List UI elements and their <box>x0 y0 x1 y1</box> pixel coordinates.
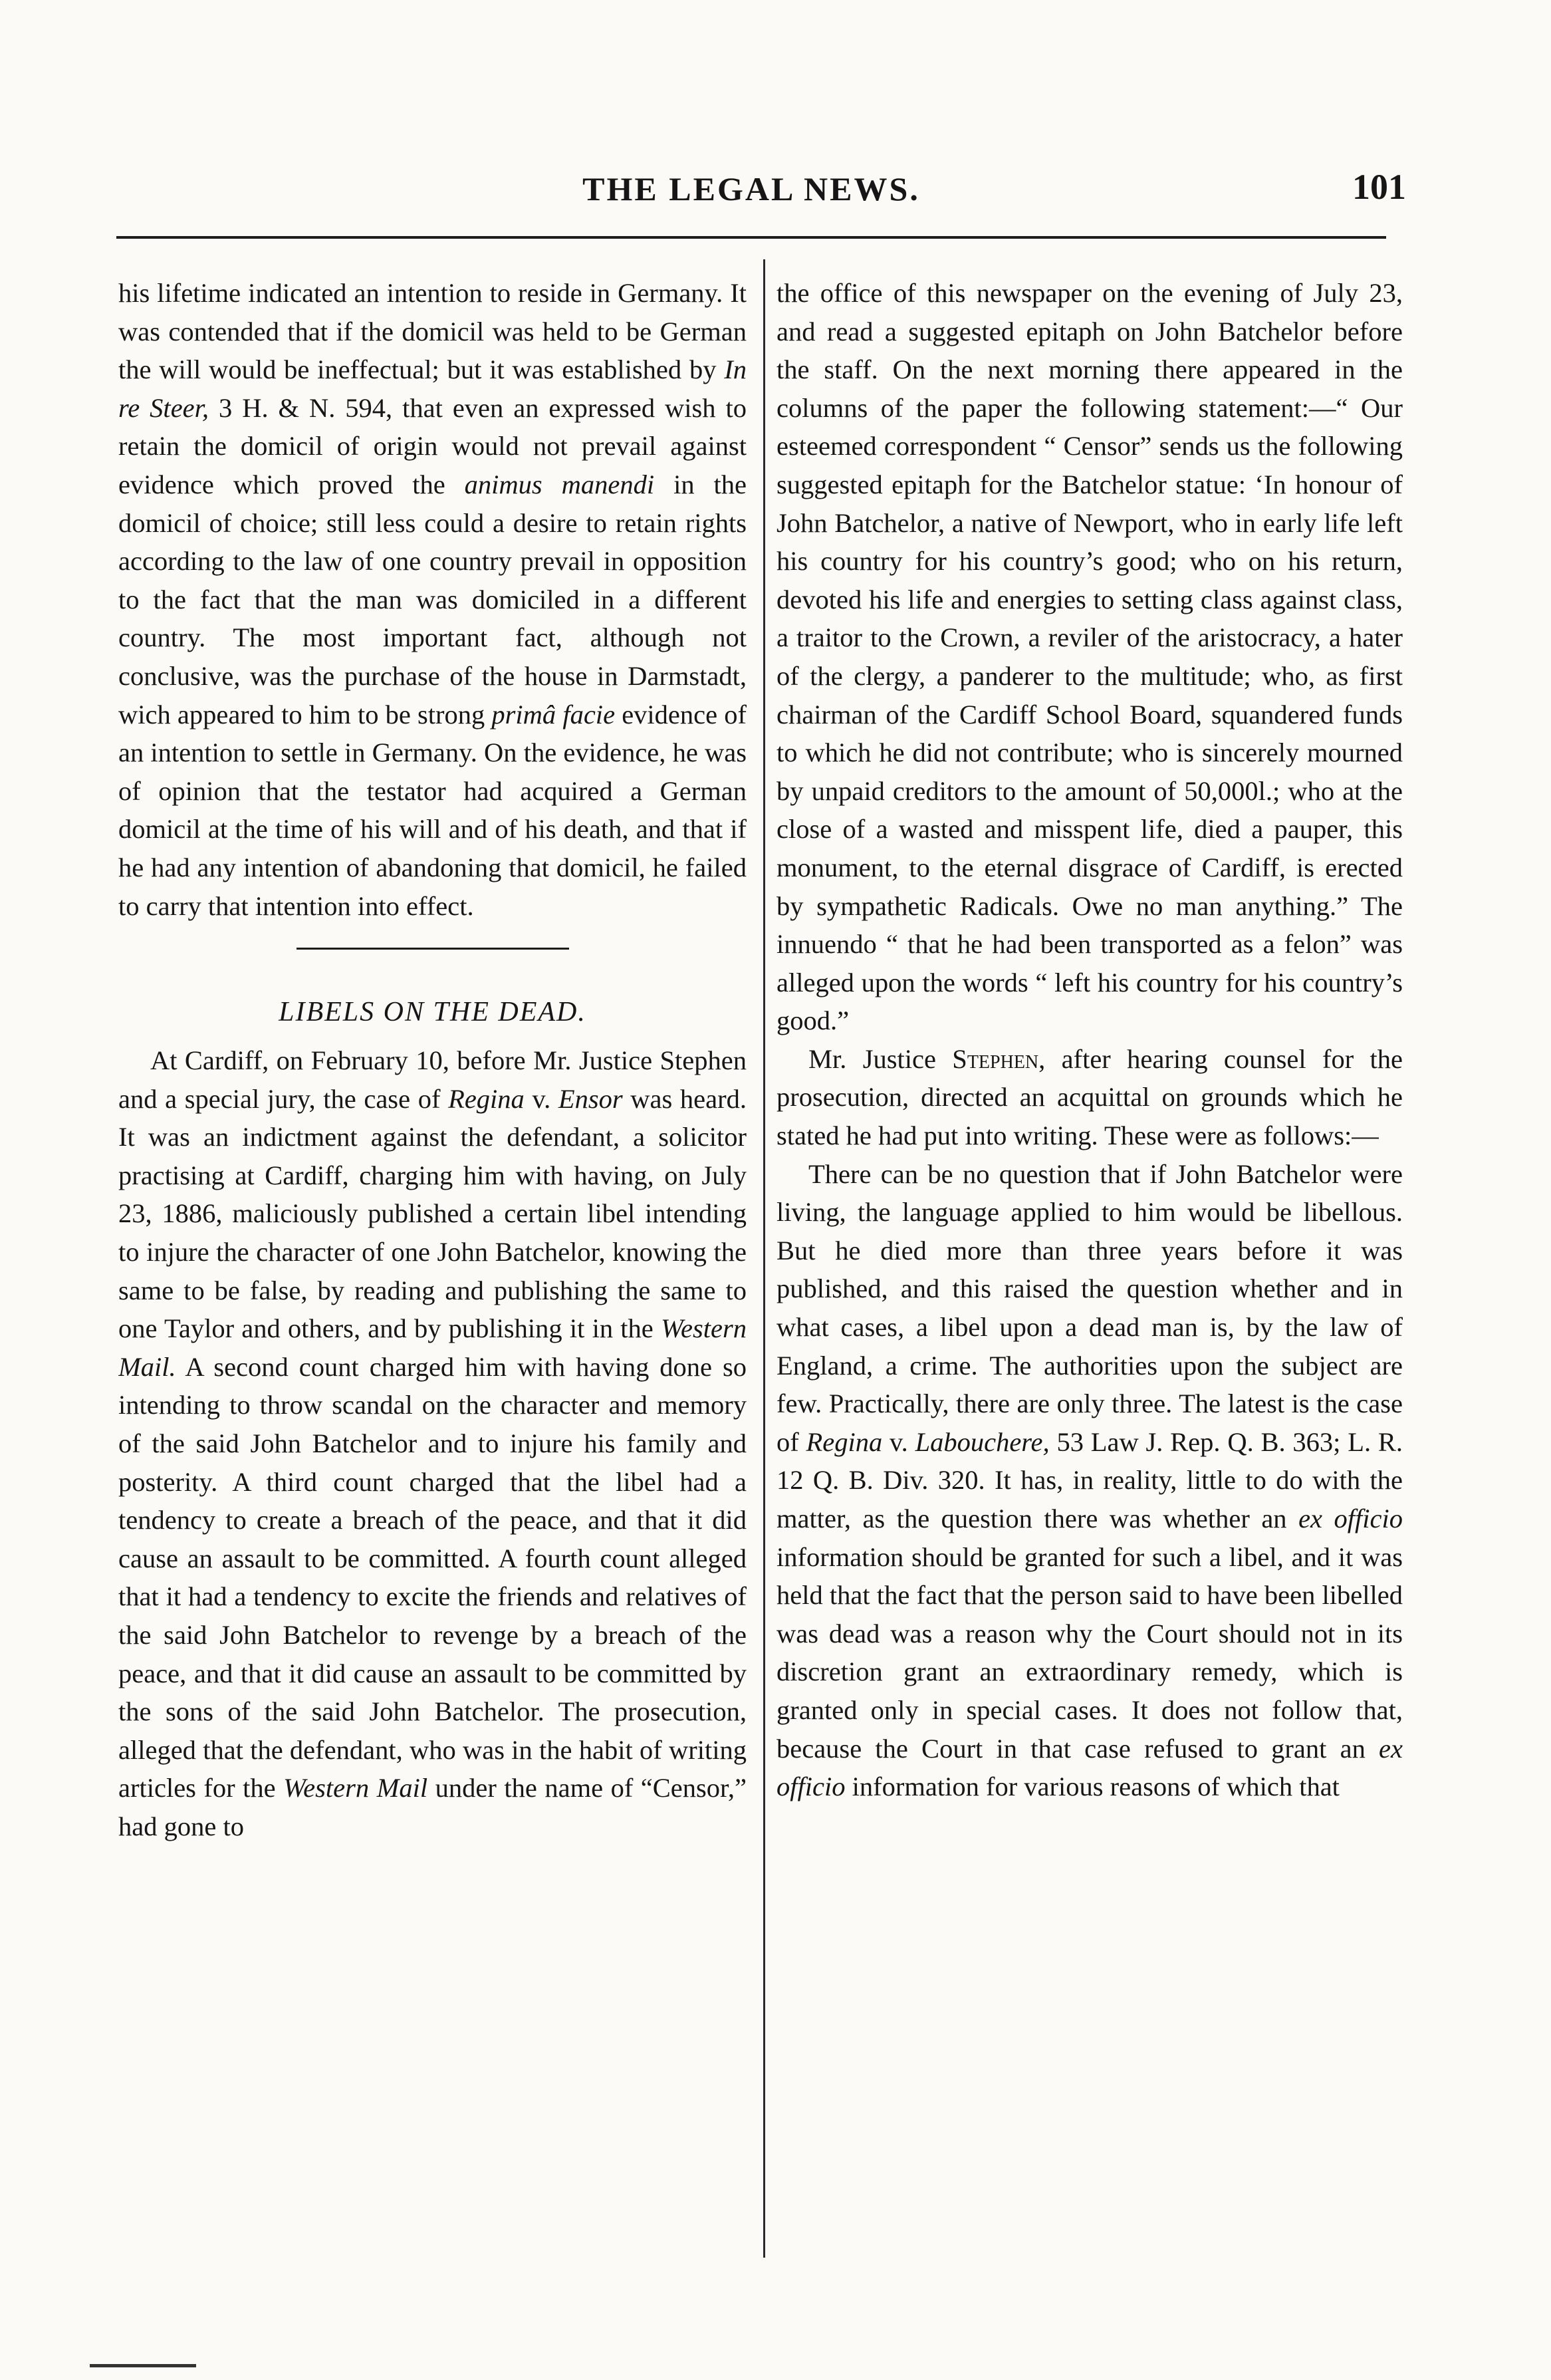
text-run: after hearing counsel for the prosecution, directed an acquittal on grounds which he stated he had put into writing. These were as follows:— <box>776 1043 1403 1151</box>
latin-phrase: primâ facie <box>491 699 616 729</box>
newspaper-name: Western Mail <box>283 1773 428 1803</box>
text-run: information for various reasons of which that <box>845 1772 1340 1802</box>
case-citation: In re Steer, <box>118 354 747 423</box>
newspaper-name: Western Mail. <box>118 1313 747 1382</box>
text-run: 3 H. & N. 594, that even an expressed wish to retain the domicil of origin would not prevail against evidence which proved the <box>118 392 747 499</box>
paragraph-domicil <box>118 274 747 925</box>
column-divider <box>763 259 765 2258</box>
case-citation: Ensor <box>558 1083 623 1114</box>
text-run: under the name of “Censor,” had gone to <box>118 1773 747 1841</box>
text-run: At Cardiff, on February 10, before Mr. Justice Stephen and a special jury, the case of <box>118 1045 747 1114</box>
case-citation: Regina <box>806 1426 883 1457</box>
text-run: v. <box>882 1426 915 1457</box>
paragraph-cardiff-case <box>118 1041 747 1845</box>
text-run: in the domicil of choice; still less could a desire to retain rights according to the law of one country prevail in opposition to the fact that the man was domiciled in a different country. The most important fact, although not conclusive, was the purchase of the house in Darmstadt, wich appeared to him to be strong <box>118 469 747 729</box>
print-smudge <box>90 2364 196 2367</box>
page-header <box>0 0 1551 219</box>
case-citation: Regina <box>448 1083 525 1114</box>
latin-phrase: animus manendi <box>464 469 655 499</box>
latin-phrase: ex officio <box>1298 1504 1403 1533</box>
text-run: A second count charged him with having done so intending to throw scandal on the character and memory of the said John Batchelor and to injure his family and posterity. A third count charged that the libel had a tendency to create a breach of the peace, and that it did cause an assault to be committed. A fourth count alleged that it had a tendency to excite the friends and relatives of the said John Batchelor to revenge by a breach of the peace, and that it did cause an assault to be committed by the sons of the said John Batchelor. The prosecution, alleged that the defendant, who was in the habit of writing articles for the <box>118 1351 747 1803</box>
header-rule <box>116 236 1386 239</box>
text-run: evidence of an intention to settle in Germany. On the evidence, he was of opinion that the testator had acquired a German domicil at the time of his will and of his death, and that if he had any intention of abandoning that domicil, he failed to carry that intention into effect. <box>118 699 747 921</box>
paragraph-epitaph: the office of this newspaper on the evening of July 23, and read a suggested epitaph on John Batchelor before the staff. On the next morning there appeared in the columns of the paper the following statement:—“ Our esteemed correspondent “ Censor” sends us the following suggested epitaph for the Batchelor statue: ‘In honour of John Batchelor, a native of Newport, who in early life left his country for his country’s good; who on his return, devoted his life and energies to setting class against class, a traitor to the Crown, a reviler of the aristocracy, a hater of the clergy, a panderer to the multitude; who, as first chairman of the Cardiff School Board, squandered funds to which he did not contribute; who is sincerely mourned by unpaid creditors to the amount of 50,000l.; who at the close of a wasted and misspent life, died a pauper, this monument, to the eternal disgrace of Cardiff, is erected by sympathetic Radicals. Owe no man anything.” The innuendo “ that he had been transported as a felon” was alleged upon the words “ left his country for his country’s good.” <box>776 278 1403 1036</box>
right-column <box>776 274 1403 2269</box>
paragraph-acquittal <box>776 1040 1403 1155</box>
text-run: v. <box>524 1083 558 1114</box>
text-run: was heard. It was an indictment against the defendant, a solicitor practising at Cardiff, charging him with having, on July 23, 1886, maliciously published a certain libel intending to injure the character of one John Batchelor, knowing the same to be false, by reading and publishing the same to one Taylor and others, and by publishing it in the <box>118 1083 747 1344</box>
left-column <box>118 274 747 2269</box>
running-title: THE LEGAL NEWS. <box>582 170 920 207</box>
judge-name: Stephen, <box>952 1043 1046 1074</box>
case-citation: Labouchere, <box>915 1426 1050 1457</box>
text-run: his lifetime indicated an intention to reside in Germany. It was contended that if the domicil was held to be German the will would be ineffectual; but it was established by <box>118 278 747 385</box>
latin-phrase: ex officio <box>776 1733 1403 1802</box>
text-run: There can be no question that if John Batchelor were living, the language applied to him would be libellous. But he died more than three years before it was published, and this raised the question whether and in what cases, a libel upon a dead man is, by the law of England, a crime. The authorities upon the subject are few. Practically, there are only three. The latest is the case of <box>776 1158 1403 1457</box>
section-divider <box>297 948 569 950</box>
text-run: Mr. Justice <box>808 1043 953 1074</box>
section-title: LIBELS ON THE DEAD. <box>279 997 586 1028</box>
paragraph-judgment <box>776 1155 1403 1806</box>
text-run: 53 Law J. Rep. Q. B. 363; L. R. 12 Q. B. Div. 320. It has, in reality, little to do with the matter, as the question there was whether an <box>776 1426 1403 1533</box>
page-number: 101 <box>1352 167 1406 207</box>
text-run: information should be granted for such a libel, and it was held that the fact that the person said to have been libelled was dead was a reason why the Court should not in its discretion grant an extraordinary remedy, which is granted only in special cases. It does not follow that, because the Court in that case refused to grant an <box>776 1541 1403 1764</box>
